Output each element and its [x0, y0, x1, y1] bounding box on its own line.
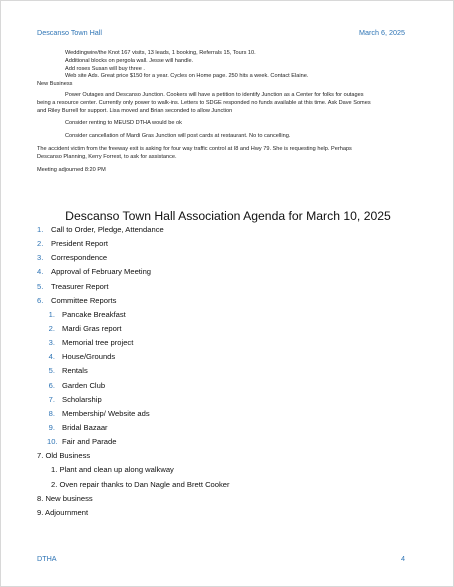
committee-item-number: 9. [48, 422, 55, 432]
old-business-item: 2. Oven repair thanks to Dan Nagle and Brett Cooker [51, 479, 230, 489]
agenda-item [37, 265, 230, 279]
committee-item-number: 1. [48, 309, 55, 319]
agenda-item [37, 251, 230, 265]
committee-item-label: Bridal Bazaar [62, 422, 108, 432]
committee-item [37, 364, 230, 378]
agenda-item-number: 3. [37, 253, 44, 263]
committee-item [37, 350, 230, 364]
footer-page-number: 4 [401, 554, 405, 563]
header-date: March 6, 2025 [359, 28, 405, 37]
committee-item-label: Rentals [62, 366, 88, 376]
minutes-paragraph-line: The accident victim from the freeway exit is asking for four way traffic control at I8 and Hwy 79. She is requesting help. Perhaps [37, 145, 352, 152]
minutes-paragraph-line: Power Outages and Descanso Junction. Cookers will have a petition to identify Junction as a Center for folks for outages [65, 91, 364, 98]
agenda-item [37, 223, 230, 237]
agenda-old-business: 7. Old Business [37, 451, 91, 461]
minutes-line: Web site Ads. Great price $150 for a year. Cycles on Home page. 250 hits a week. Contact Elaine. [65, 73, 309, 80]
committee-item [37, 336, 230, 350]
agenda-new-business: 8. New business [37, 493, 93, 503]
committee-item-label: Scholarship [62, 394, 102, 404]
committee-item [37, 379, 230, 393]
committee-item-number: 2. [48, 323, 55, 333]
committee-item-label: House/Grounds [62, 352, 116, 362]
committee-item-label: Mardi Gras report [62, 323, 122, 333]
agenda-item-number: 6. [37, 295, 44, 305]
header-org-name: Descanso Town Hall [37, 28, 102, 37]
minutes-paragraph-line: Descanso Planning, Kerry Forrest, to ask for assistance. [37, 153, 177, 160]
agenda-item-label: Treasurer Report [51, 281, 109, 291]
committee-item-label: Garden Club [62, 380, 106, 390]
committee-item [37, 435, 230, 449]
committee-item-number: 5. [48, 366, 55, 376]
committee-item-label: Pancake Breakfast [62, 309, 126, 319]
committee-item [37, 322, 230, 336]
agenda-item-label: Approval of February Meeting [51, 267, 152, 277]
committee-item-number: 3. [48, 338, 55, 348]
minutes-line: Weddingwire/the Knot 167 visits, 13 leads, 1 booking, Referrals 15, Tours 10. [65, 50, 256, 56]
committee-item [37, 393, 230, 407]
minutes-line: Add roses Susan will buy three . [65, 65, 145, 72]
minutes-paragraph-line: being a resource center. Currently only power to walk-ins. Letters to SDGE responded no funds available at this time. Ask Dave Somes [37, 99, 371, 106]
committee-item-number: 7. [48, 394, 55, 404]
committee-item-number: 6. [48, 380, 55, 390]
committee-item-label: Membership/ Website ads [62, 408, 150, 418]
agenda-item-number: 4. [37, 267, 44, 277]
minutes-line: Consider renting to MEUSD DTHA would be ok [65, 120, 182, 127]
minutes-adjourned: Meeting adjourned 8:20 PM [37, 166, 106, 173]
agenda-adjournment: 9. Adjournment [37, 507, 89, 517]
agenda-title: Descanso Town Hall Association Agenda for March 10, 2025 [65, 209, 391, 223]
committee-item [37, 407, 230, 421]
agenda-item [37, 280, 230, 294]
agenda-list [37, 223, 230, 520]
agenda-item-label: President Report [51, 239, 108, 249]
committee-item-number: 8. [48, 408, 55, 418]
committee-item-number: 10. [47, 437, 58, 447]
meeting-minutes [37, 50, 417, 174]
committee-item-number: 4. [48, 352, 55, 362]
agenda-item-label: Correspondence [51, 253, 108, 263]
agenda-item [37, 237, 230, 251]
committee-item-label: Memorial tree project [62, 338, 134, 348]
committee-item [37, 421, 230, 435]
committee-item-label: Fair and Parade [62, 437, 117, 447]
agenda-item [37, 294, 230, 308]
old-business-item: 1. Plant and clean up along walkway [51, 465, 174, 475]
minutes-line: Additional blocks on pergola wall. Jesse will handle. [65, 57, 194, 64]
agenda-item-number: 5. [37, 281, 44, 291]
minutes-section-heading: New Business [37, 81, 73, 88]
minutes-line: Consider cancellation of Mardi Gras Junction will post cards at restaurant. No to cancelling. [65, 133, 291, 140]
agenda-item-number: 1. [37, 225, 44, 234]
agenda-item-label: Committee Reports [51, 295, 117, 305]
committee-item [37, 308, 230, 322]
agenda-item-label: Call to Order, Pledge, Attendance [51, 225, 164, 234]
minutes-paragraph-line: and Riley Burrell for support. Lisa moved and Brian seconded to allow Junction [37, 107, 233, 114]
agenda-item-number: 2. [37, 239, 44, 249]
footer-org-abbrev: DTHA [37, 554, 57, 563]
